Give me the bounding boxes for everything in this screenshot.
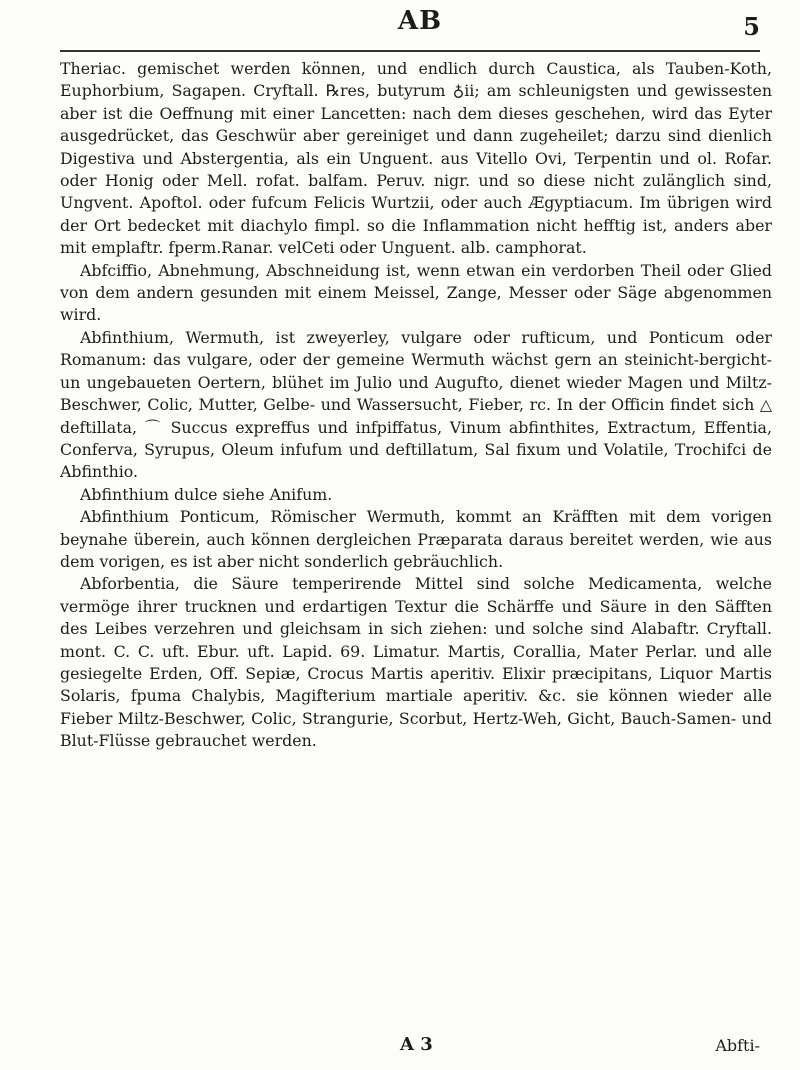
entry-abscissio: Abfciffio, Abnehmung, Abschneidung ist, wenn etwan ein verdorben Theil oder Glied von dem andern gesunden mit einem Meissel, Zange, Messer oder Säge abgenommen wird. xyxy=(60,260,772,325)
page-body xyxy=(60,58,772,753)
entry-absorbentia: Abforbentia, die Säure temperirende Mittel sind solche Medicamenta, welche vermöge ihrer trucknen und erdartigen Textur die Schärffe und Säure in den Säfften des Leibes verzehren und gleichsam in sich ziehen: und solche sind Alabaftr. Cryftall. mont. C. C. uft. Ebur. uft. Lapid. 69. Limatur. Martis, Corallia, Mater Perlar. und alle gesiegelte Erden, Off. Sepiæ, Crocus Martis aperitiv. Elixir præcipitans, Liquor Martis Solaris, fpuma Chalybis, Magifterium martiale aperitiv. &c. sie können wieder alle Fieber Miltz-Beschwer, Colic, Strangurie, Scorbut, Hertz-Weh, Gicht, Bauch-Samen- und Blut-Flüsse gebrauchet werden. xyxy=(60,574,772,751)
header-rule xyxy=(60,50,760,52)
entry-absinthium-ponticum: Abfinthium Ponticum, Römischer Wermuth, kommt an Kräfften mit dem vorigen beynahe überein, auch können dergleichen Præparata daraus bereitet werden, wie aus dem vorigen, es ist aber nicht sonderlich gebräuchlich. xyxy=(60,507,772,571)
catchword: Abfti- xyxy=(715,1036,760,1055)
page-number: 5 xyxy=(743,12,760,41)
entry-absinthium-dulce: Abfinthium dulce siehe Anifum. xyxy=(80,484,333,504)
signature-mark: A 3 xyxy=(400,1034,433,1055)
page-footer xyxy=(60,1034,760,1064)
entry-absinthium: Abfinthium, Wermuth, ist zweyerley, vulgare oder rufticum, und Ponticum oder Romanum: das vulgare, oder der gemeine Wermuth wächst gern an steinicht-bergicht-un ungebaueten Oertern, blühet im Julio und Augufto, dienet wieder Magen und Miltz-Beschwer, Colic, Mutter, Gelbe- und Wassersucht, Fieber, rc. In der Officin findet sich △ deftillata, ⌒ Succus expreffus und infpiffatus, Vinum abfinthites, Extractum, Effentia, Conferva, Syrupus, Oleum infufum und deftillatum, Sal fixum und Volatile, Trochifci de Abfinthio. xyxy=(60,327,772,482)
running-head: AB xyxy=(397,6,443,36)
entry-continuation-paragraph: Theriac. gemischet werden können, und endlich durch Caustica, als Tauben-Koth, Euphorbium, Sagapen. Cryftall. ℞res, butyrum ♁ii; am schleunigsten und gewissesten aber ist die Oeffnung mit einer Lancetten: nach dem dieses geschehen, wird das Eyter ausgedrücket, das Geschwür aber gereiniget und dann zugeheilet; darzu sind dienlich Digestiva und Abstergentia, als ein Unguent. aus Vitello Ovi, Terpentin und ol. Rofar. oder Honig oder Mell. rofat. balfam. Peruv. nigr. und so diese nicht zulänglich sind, Ungvent. Apoftol. oder fufcum Felicis Wurtzii, oder auch Ægyptiacum. Im übrigen wird der Ort bedecket mit diachylo fimpl. so die Inflammation nicht hefftig ist, anders aber mit emplaftr. fperm.Ranar. velCeti oder Unguent. alb. camphorat. xyxy=(60,59,772,258)
